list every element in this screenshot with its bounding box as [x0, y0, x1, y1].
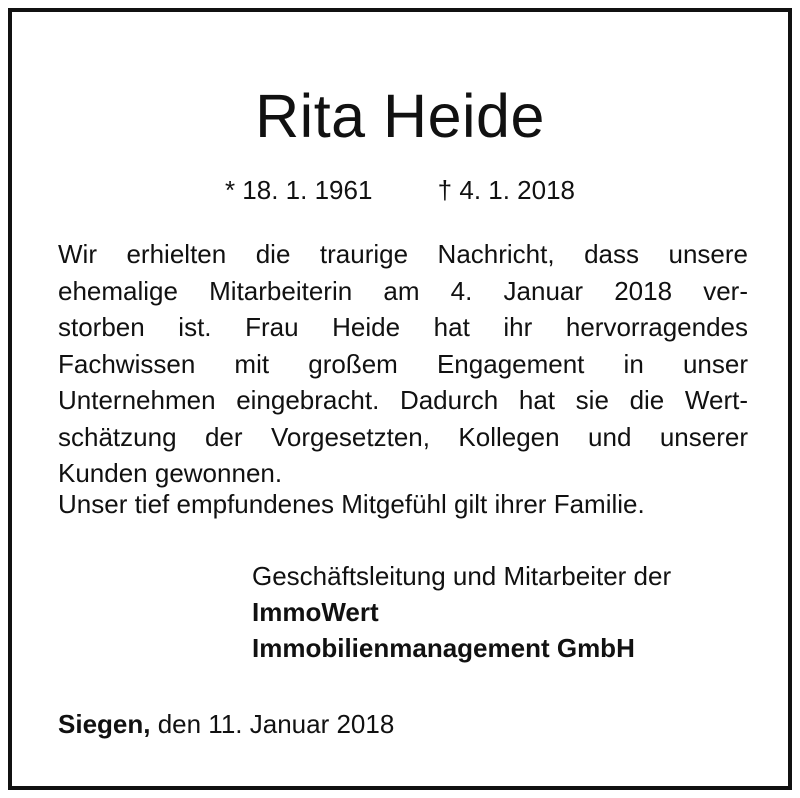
publication-date: den 11. Januar 2018 [150, 709, 395, 739]
life-dates [12, 174, 788, 206]
obituary-notice [8, 8, 792, 790]
message-line: storben ist. Frau Heide hat ihr hervorragendes [58, 312, 748, 342]
message-line: Fachwissen mit großem Engagement in unser [58, 348, 748, 379]
message-line: Wir erhielten die traurige Nachricht, dass unsere [58, 239, 748, 269]
sender-intro: Geschäftsleitung und Mitarbeiter der [252, 561, 672, 591]
message-line: schätzung der Vorgesetzten, Kollegen und unserer [58, 421, 748, 452]
place-and-date [58, 706, 748, 742]
company-name-full: Immobilienmanagement GmbH [252, 633, 635, 663]
condolence-text: Unser tief empfundenes Mitgefühl gilt ihrer Familie. [58, 489, 645, 519]
birth-date: * 18. 1. 1961 [224, 175, 373, 205]
place: Siegen, [58, 709, 151, 739]
deceased-name: Rita Heide [255, 82, 545, 150]
obituary-message [58, 236, 748, 492]
message-line: Kunden gewonnen. [58, 458, 283, 488]
company-name: ImmoWert [252, 597, 379, 627]
death-date: † 4. 1. 2018 [437, 175, 576, 205]
message-line: ehemalige Mitarbeiterin am 4. Januar 2018 ver- [58, 275, 748, 306]
sender-block [252, 558, 772, 666]
message-line: Unternehmen eingebracht. Dadurch hat sie die Wert- [58, 385, 748, 415]
